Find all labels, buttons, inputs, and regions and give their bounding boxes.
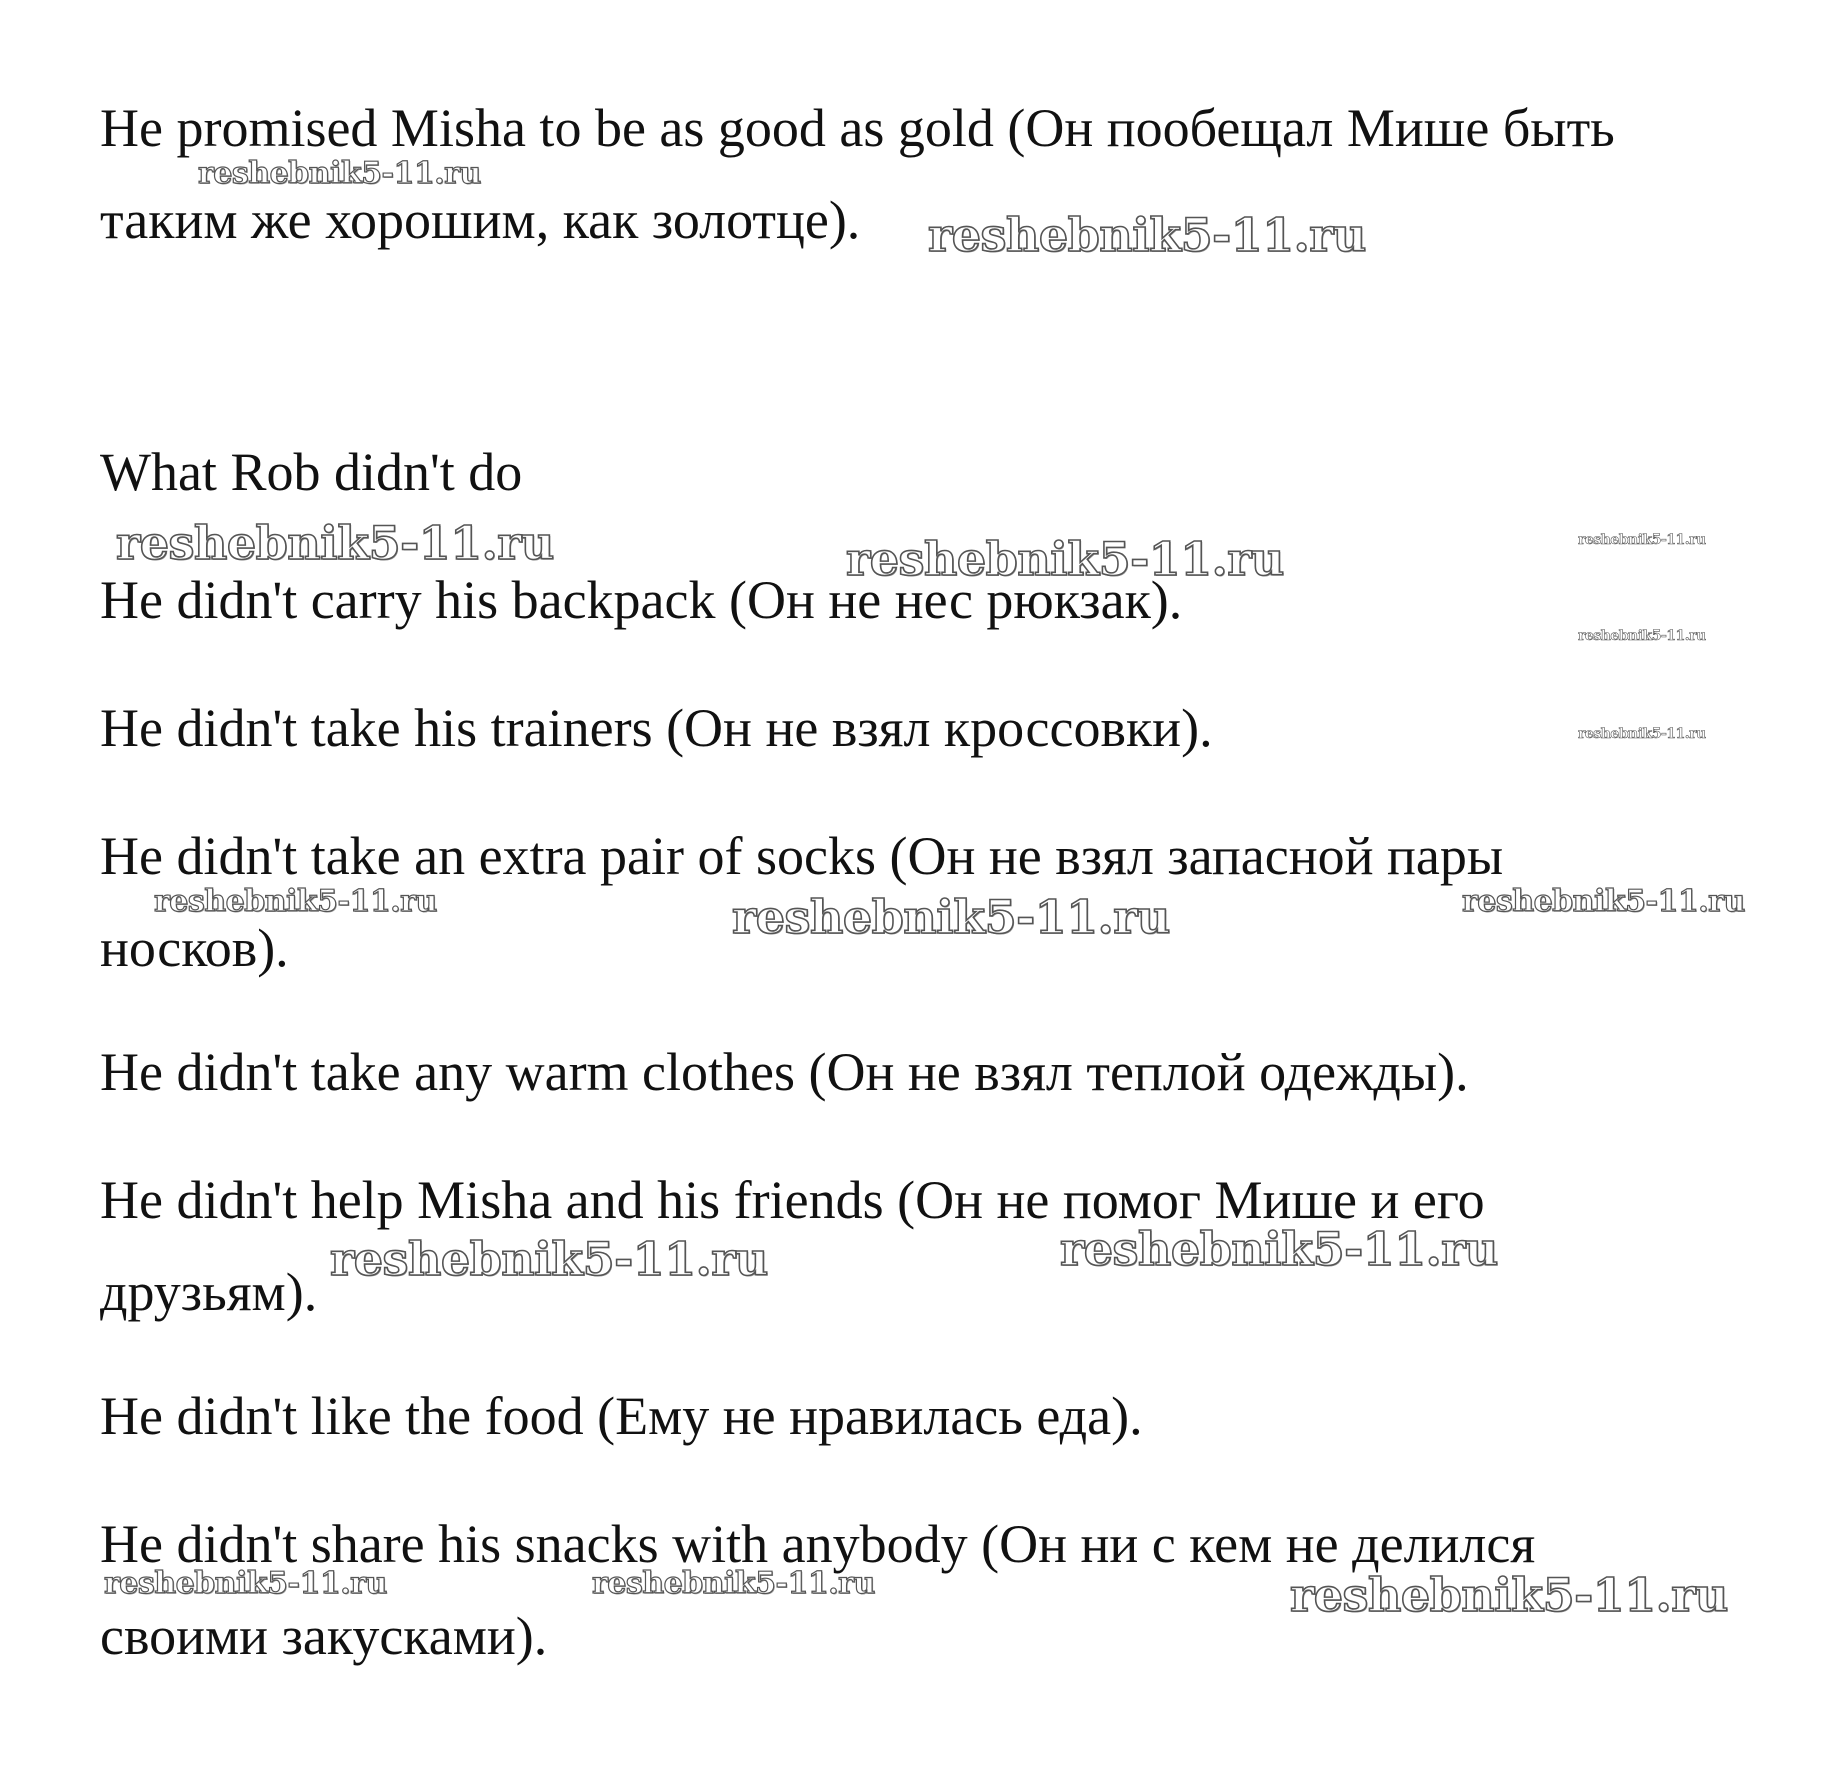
list-item: He didn't take his trainers (Он не взял кроссовки).: [100, 698, 1213, 758]
list-item: He didn't help Misha and his friends (Он не помог Мише и его: [100, 1170, 1485, 1230]
list-item: He didn't share his snacks with anybody (Он ни с кем не делился: [100, 1514, 1536, 1574]
watermark: reshebnik5-11.ru: [330, 1232, 768, 1286]
watermark: reshebnik5-11.ru: [732, 890, 1170, 944]
watermark: reshebnik5-11.ru: [846, 532, 1284, 586]
list-item: He didn't like the food (Ему не нравилась еда).: [100, 1386, 1143, 1446]
list-item: He didn't take any warm clothes (Он не взял теплой одежды).: [100, 1042, 1469, 1102]
watermark: reshebnik5-11.ru: [928, 208, 1366, 262]
list-item: He didn't carry his backpack (Он не нес рюкзак).: [100, 570, 1183, 630]
list-item-continuation: своими закусками).: [100, 1606, 548, 1666]
watermark: reshebnik5-11.ru: [1578, 532, 1706, 548]
watermark: reshebnik5-11.ru: [198, 156, 481, 191]
watermark: reshebnik5-11.ru: [154, 884, 437, 919]
list-item-continuation: друзьям).: [100, 1262, 318, 1322]
paragraph-1-line-1: He promised Misha to be as good as gold (Он пообещал Мише быть: [100, 98, 1615, 158]
section-heading: What Rob didn't do: [100, 442, 523, 502]
list-item-continuation: носков).: [100, 918, 289, 978]
watermark: reshebnik5-11.ru: [104, 1566, 387, 1601]
watermark: reshebnik5-11.ru: [1290, 1568, 1728, 1622]
watermark: reshebnik5-11.ru: [1578, 628, 1706, 644]
paragraph-1-line-2: таким же хорошим, как золотце).: [100, 190, 861, 250]
list-item: He didn't take an extra pair of socks (Он не взял запасной пары: [100, 826, 1504, 886]
watermark: reshebnik5-11.ru: [116, 516, 554, 570]
watermark: reshebnik5-11.ru: [1060, 1222, 1498, 1276]
watermark: reshebnik5-11.ru: [1462, 884, 1745, 919]
watermark: reshebnik5-11.ru: [1578, 726, 1706, 742]
watermark: reshebnik5-11.ru: [592, 1566, 875, 1601]
